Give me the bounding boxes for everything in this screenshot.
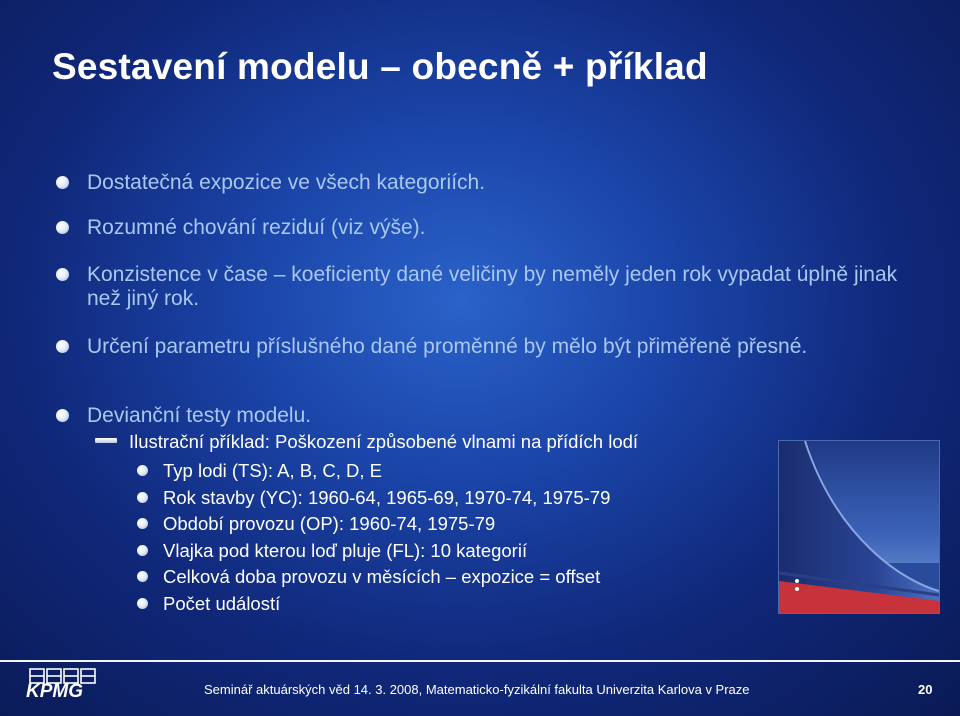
bullet-item — [87, 171, 907, 195]
sub-sub-bullet-item — [163, 566, 600, 588]
dash-bullet-icon — [95, 438, 117, 443]
bullet-icon — [137, 598, 148, 609]
sub-sub-bullet-text: Celková doba provozu v měsících – expozice = offset — [163, 566, 601, 587]
bullet-icon — [137, 518, 148, 529]
bullet-text: Konzistence v čase – koeficienty dané veličiny by neměly jeden rok vypadat úplně jinak než jiný rok. — [87, 263, 898, 310]
sub-sub-bullet-text: Rok stavby (YC): 1960-64, 1965-69, 1970-74, 1975-79 — [163, 487, 611, 508]
sub-sub-bullet-item — [163, 593, 280, 615]
page-number: 20 — [918, 682, 933, 697]
bullet-text: Dostatečná expozice ve všech kategoriích. — [87, 171, 486, 194]
bullet-icon — [137, 465, 148, 476]
kpmg-logo-text: KPMG — [26, 681, 83, 702]
bullet-icon — [56, 268, 69, 281]
bullet-text: Určení parametru příslušného dané proměnné by mělo být přiměřeně přesné. — [87, 335, 808, 358]
sub-sub-bullet-text: Období provozu (OP): 1960-74, 1975-79 — [163, 513, 496, 534]
sub-sub-bullet-text: Počet událostí — [163, 593, 281, 614]
bullet-icon — [137, 545, 148, 556]
kpmg-logo — [26, 668, 106, 704]
sub-sub-bullet-item — [163, 513, 495, 535]
bullet-icon — [56, 340, 69, 353]
bullet-item — [87, 263, 907, 311]
slide-title: Sestavení modelu – obecně + příklad — [52, 46, 708, 87]
bullet-item — [87, 216, 907, 240]
bullet-icon — [56, 176, 69, 189]
sub-sub-bullet-item — [163, 460, 382, 482]
bullet-text: Devianční testy modelu. — [87, 404, 312, 427]
bullet-icon — [137, 492, 148, 503]
sub-sub-bullet-item — [163, 487, 610, 509]
footer-divider — [0, 660, 960, 662]
bullet-item — [87, 404, 907, 428]
sub-bullet-text: Ilustrační příklad: Poškození způsobené vlnami na přídích lodí — [129, 431, 639, 452]
bullet-item — [87, 335, 907, 359]
bullet-icon — [56, 221, 69, 234]
sub-sub-bullet-item — [163, 540, 527, 562]
footer-text: Seminář aktuárských věd 14. 3. 2008, Matematicko-fyzikální fakulta Univerzita Karlova v Praze — [204, 682, 750, 697]
sub-sub-bullet-text: Typ lodi (TS): A, B, C, D, E — [163, 460, 382, 481]
sub-sub-bullet-text: Vlajka pod kterou loď pluje (FL): 10 kategorií — [163, 540, 528, 561]
bullet-icon — [56, 409, 69, 422]
bullet-text: Rozumné chování reziduí (viz výše). — [87, 216, 426, 239]
ship-bow-photo — [778, 440, 940, 614]
bullet-icon — [137, 571, 148, 582]
